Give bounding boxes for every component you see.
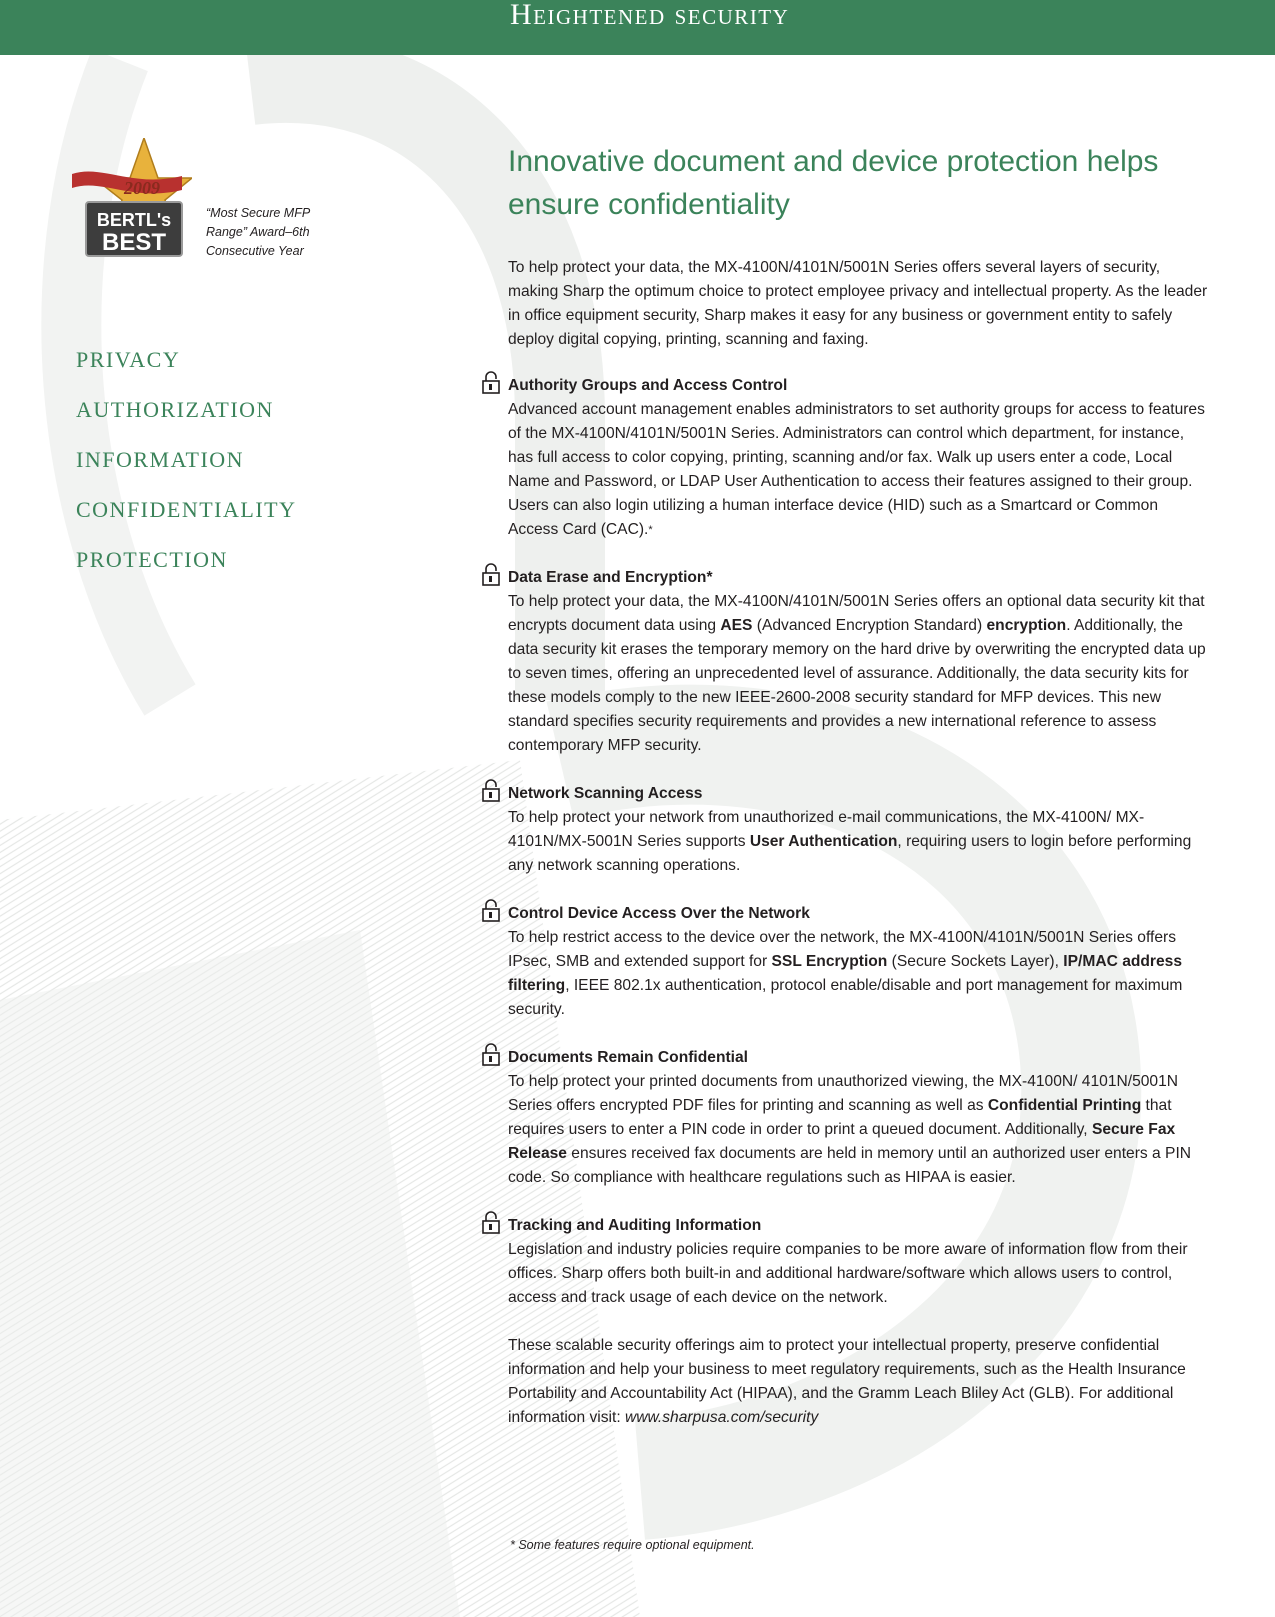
feature-title: Documents Remain Confidential — [508, 1049, 748, 1066]
feature-title: Network Scanning Access — [508, 785, 703, 802]
padlock-icon — [480, 370, 502, 394]
feature-title: Tracking and Auditing Information — [508, 1217, 762, 1234]
feature-authority-groups — [508, 374, 1208, 542]
badge-year: 2009 — [124, 178, 160, 198]
padlock-icon — [480, 778, 502, 802]
header-bar — [0, 0, 1275, 55]
badge-line-2: BEST — [101, 229, 167, 256]
badge-line-1: BERTL's — [96, 210, 172, 230]
main-content — [508, 140, 1208, 1430]
topic-protection: protection — [76, 539, 228, 574]
headline: Innovative document and device protection helps ensure confidentiality — [508, 145, 1159, 221]
footnote: * Some features require optional equipment. — [510, 1538, 755, 1552]
feature-data-erase — [508, 566, 1208, 758]
padlock-icon — [480, 1210, 502, 1234]
closing-paragraph: These scalable security offerings aim to protect your intellectual property, preserve confidential information and help your business to meet regulatory requirements, such as the Health Insurance Portability and Accountability Act (HIPAA), and the Gramm Leach Bliley Act (GLB). For additional information visit: www.sharpusa.com/security — [508, 1337, 1186, 1426]
topic-information: information — [76, 439, 245, 474]
feature-network-access — [508, 902, 1208, 1022]
feature-title: Control Device Access Over the Network — [508, 905, 810, 922]
page-title: Heightened security — [510, 0, 790, 31]
feature-body: To help protect your network from unauthorized e-mail communications, the MX-4100N/ MX-4101N/MX-5001N Series supports User Authentication, requiring users to login before performing any network scanning operations. — [508, 809, 1192, 874]
feature-body: To help protect your printed documents from unauthorized viewing, the MX-4100N/ 4101N/5001N Series offers encrypted PDF files for printing and scanning as well as Confidential Printing that requires users to enter a PIN code in order to print a queued document. Additionally, Secure Fax Release ensures received fax documents are held in memory until an authorized user enters a PIN code. So compliance with healthcare regulations such as HIPAA is easier. — [508, 1073, 1192, 1186]
security-url-link[interactable]: www.sharpusa.com/security — [625, 1409, 819, 1426]
topic-list — [76, 336, 296, 586]
feature-body: To help protect your data, the MX-4100N/4101N/5001N Series offers an optional data security kit that encrypts document data using AES (Advanced Encryption Standard) encryption. Additionally, the data security kit erases the temporary memory on the hard drive by overwriting the encrypted data up to seven times, offering an unprecedented level of assurance. Additionally, the data security kits for these models comply to the new IEEE-2600-2008 security standard for MFP devices. This new standard specifies security requirements and provides a new international reference to assess contemporary MFP security. — [508, 593, 1206, 754]
feature-body: To help restrict access to the device over the network, the MX-4100N/4101N/5001N Series offers IPsec, SMB and extended support for SSL Encryption (Secure Sockets Layer), IP/MAC address filtering, IEEE 802.1x authentication, protocol enable/disable and port management for maximum security. — [508, 929, 1183, 1018]
padlock-icon — [480, 1042, 502, 1066]
topic-authorization: authorization — [76, 389, 274, 424]
feature-title: Data Erase and Encryption* — [508, 569, 713, 586]
feature-body: Legislation and industry policies require companies to be more aware of information flow from their offices. Sharp offers both built-in and additional hardware/software which allows users to control, access and track usage of each device on the network. — [508, 1241, 1188, 1306]
feature-tracking-auditing — [508, 1214, 1208, 1310]
topic-confidentiality: confidentiality — [76, 489, 297, 524]
berlts-best-award-badge — [72, 138, 192, 260]
padlock-icon — [480, 562, 502, 586]
feature-body: Advanced account management enables administrators to set authority groups for access to features of the MX-4100N/4101N/5001N Series. Administrators can control which department, for instance, has full access to color copying, printing, scanning and/or fax. Walk up users enter a code, Local Name and Password, or LDAP User Authentication to access their features assigned to their group. Users can also login utilizing a human interface device (HID) such as a Smartcard or Common Access Card (CAC).* — [508, 401, 1205, 538]
padlock-icon — [480, 898, 502, 922]
feature-title: Authority Groups and Access Control — [508, 377, 788, 394]
feature-confidential-documents — [508, 1046, 1208, 1190]
intro-paragraph: To help protect your data, the MX-4100N/4101N/5001N Series offers several layers of security, making Sharp the optimum choice to protect employee privacy and intellectual property. As the leader in office equipment security, Sharp makes it easy for any business or government entity to safely deploy digital copying, printing, scanning and faxing. — [508, 259, 1208, 348]
award-caption: “Most Secure MFP Range” Award–6th Consecutive Year — [206, 206, 310, 258]
feature-network-scanning — [508, 782, 1208, 878]
topic-privacy: privacy — [76, 339, 181, 374]
